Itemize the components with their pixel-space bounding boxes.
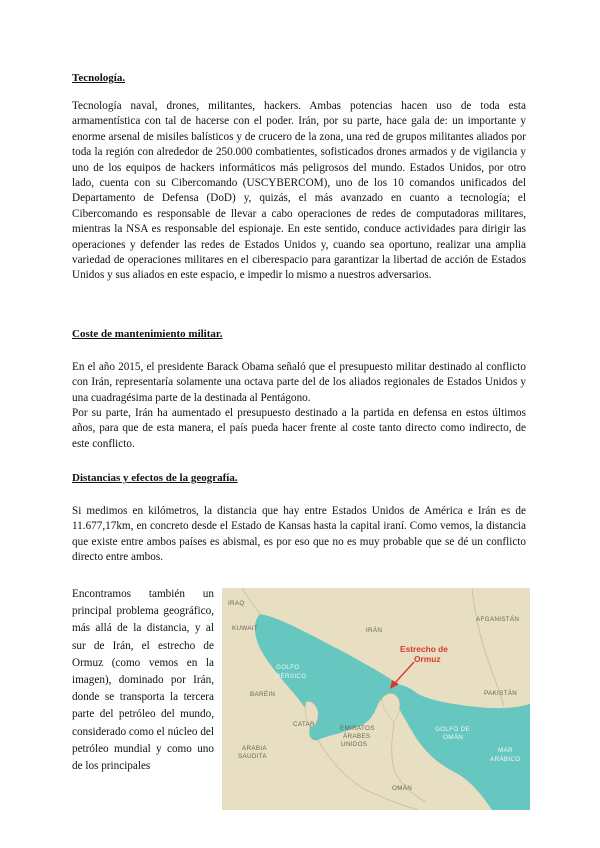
label-uae-2: ÁRABES xyxy=(343,733,371,740)
label-gulf-oman-1: GOLFO DE xyxy=(435,726,470,733)
label-iraq: IRAQ xyxy=(228,600,245,607)
label-arabian-sea-2: ARÁBICO xyxy=(490,756,521,763)
label-iran: IRÁN xyxy=(366,627,383,634)
label-bahrain: BARÉIN xyxy=(250,691,276,698)
label-highlight-2: Ormuz xyxy=(414,654,441,664)
section-heading-coste: Coste de mantenimiento militar. xyxy=(72,328,223,340)
strait-of-hormuz-map xyxy=(222,588,530,810)
label-saudi-2: SAUDITA xyxy=(238,753,267,760)
section-heading-tecnologia: Tecnología. xyxy=(72,72,126,84)
paragraph-coste-1: En el año 2015, el presidente Barack Obama señaló que el presupuesto militar destinado al conflicto con Irán, representaría solamente una octava parte del de los aliados regionales de Estados Unidos y una cuadragésima parte de la destinada al Pentágono. xyxy=(72,361,526,404)
label-persian-gulf-1: GOLFO xyxy=(276,664,300,671)
label-oman: OMÁN xyxy=(392,785,413,792)
label-saudi-1: ARABIA xyxy=(242,745,267,752)
label-highlight-1: Estrecho de xyxy=(400,644,448,654)
paragraph-coste-2: Por su parte, Irán ha aumentado el presupuesto destinado a la partida en defensa en estos últimos años, para que de esta manera, el país pueda hacer frente al coste tanto directo como indirecto, de este conflicto. xyxy=(72,407,526,450)
label-gulf-oman-2: OMÁN xyxy=(443,734,464,741)
figure-side-text: Encontramos también un principal problema geográfico, más allá de la distancia, y al sur de Irán, el estrecho de Ormuz (como vemos en la imagen), dominado por Irán, donde se transporta la tercera parte del petróleo del mundo, considerado como el núcleo del petróleo mundial y como uno de los principales xyxy=(72,588,214,773)
label-qatar: CATAR xyxy=(293,721,315,728)
paragraph-distancias: Si medimos en kilómetros, la distancia que hay entre Estados Unidos de América e Irán es de 11.677,17km, en concreto desde el Estado de Kansas hasta la capital iraní. Como vemos, la distancia que existe entre ambos países es abismal, es por eso que no es muy probable que se dé un conflicto directo entre ambos. xyxy=(72,505,526,564)
label-persian-gulf-2: PÉRSICO xyxy=(276,673,307,680)
label-afghanistan: AFGANISTÁN xyxy=(476,616,520,623)
label-pakistan: PAKISTÁN xyxy=(484,690,518,697)
label-kuwait: KUWAIT xyxy=(232,625,259,632)
section-heading-distancias: Distancias y efectos de la geografía. xyxy=(72,472,238,484)
label-uae-3: UNIDOS xyxy=(341,741,368,748)
label-arabian-sea-1: MAR xyxy=(498,747,513,754)
label-uae-1: EMIRATOS xyxy=(340,725,375,732)
paragraph-tecnologia: Tecnología naval, drones, militantes, hackers. Ambas potencias hacen uso de toda esta armamentística con tal de hacerse con el poder. Irán, por su parte, hace gala de: un importante y enorme arsenal de misiles balísticos y de crucero de la zona, una red de grupos militantes aliados por toda la región con alrededor de 250.000 combatientes, sofisticados drones armados y de vigilancia y uno de los equipos de hackers informáticos más peligrosos del mundo. Estados Unidos, por otro lado, cuenta con su Cibercomando (USCYBERCOM), uno de los 10 comandos unificados del Departamento de Defensa (DoD) y, quizás, el más avanzado en cuanto a tecnología; el Cibercomando es responsable de llevar a cabo operaciones de redes de computadoras militares, mientras la NSA es responsable del espionaje. En este sentido, conduce actividades para dirigir las operaciones y defender las redes de Estados Unidos y, cuando sea oportuno, realizar una amplia variedad de operaciones militares en el ciberespacio para garantizar la libertad de acción de Estados Unidos y sus aliados en este espacio, e impedir lo mismo a nuestros adversarios. xyxy=(72,100,526,282)
